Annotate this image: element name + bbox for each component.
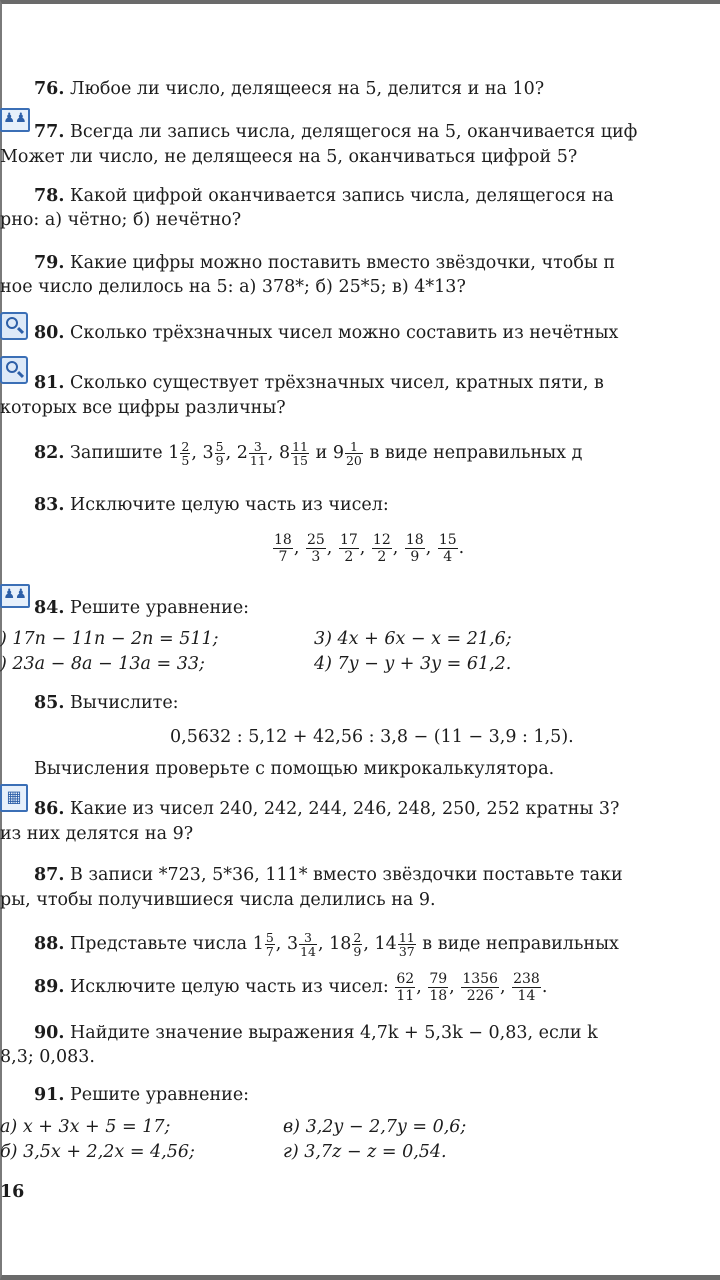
problem-77-line-1: 77. Всегда ли запись числа, делящегося на 5, оканчивается циф [34, 122, 638, 142]
problem-79-line-2: ное число делилось на 5: а) 378*; б) 25*5; в) 4*13? [0, 277, 466, 297]
fraction: $\frac{11}{15}$ [292, 439, 308, 468]
people-icon: ♟♟ [0, 108, 30, 132]
fraction: $\frac{5}{7}$ [265, 930, 274, 959]
problem-84-eq-2: ) 23a − 8a − 13a = 33; [0, 654, 205, 674]
magnifier-icon [0, 312, 28, 340]
problem-78-line-1: 78. Какой цифрой оканчивается запись числа, делящегося на [34, 186, 614, 206]
problem-91-eq-b: б) 3,5x + 2,2x = 4,56; [0, 1142, 195, 1162]
problem-88: 88. Представьте числа 1 $\frac{5}{7}$ , 3 $\frac{3}{14}$ , 18 $\frac{2}{9}$ , 14 $\frac{11}{37}$ в виде неправильных [34, 930, 619, 959]
problem-86-line-1: 86. Какие из чисел 240, 242, 244, 246, 248, 250, 252 кратны 3? [34, 799, 620, 819]
problem-87-line-2: ры, чтобы получившиеся числа делились на 9. [0, 890, 436, 910]
problem-80: 80. Сколько трёхзначных чисел можно составить из нечётных [34, 323, 619, 343]
problem-78-line-2: рно: а) чётно; б) нечётно? [0, 210, 242, 230]
problem-84: 84. Решите уравнение: [34, 598, 250, 618]
problem-82: 82. Запишите 1 $\frac{2}{5}$ , 3 $\frac{5}{9}$ , 2 $\frac{3}{11}$ , 8 $\frac{11}{15}$ и 9 $\frac{1}{20}$ в виде неправильных д [34, 439, 583, 468]
fraction: $\frac{3}{11}$ [249, 439, 266, 468]
problem-84-eq-4: 4) 7y − y + 3y = 61,2. [314, 654, 512, 674]
fraction: $\frac{12}{2}$ [372, 532, 391, 565]
fraction: $\frac{2}{9}$ [353, 930, 362, 959]
problem-89: 89. Исключите целую часть из чисел: $\frac{62}{11}$ , $\frac{79}{18}$ , $\frac{1356}{226}$ , $\frac{238}{14}$ . [34, 971, 548, 1004]
problem-83-fractions: $\frac{18}{7}$ , $\frac{25}{3}$ , $\frac{17}{2}$ , $\frac{12}{2}$ , $\frac{18}{9}$ , $\frac{15}{4}$ . [274, 532, 465, 565]
problem-85: 85. Вычислите: [34, 693, 179, 713]
problem-84-eq-1: ) 17n − 11n − 2n = 511; [0, 629, 219, 649]
problem-91-eq-a: а) x + 3x + 5 = 17; [0, 1117, 171, 1137]
problem-87-line-1: 87. В записи *723, 5*36, 111* вместо звёздочки поставьте таки [34, 865, 623, 885]
problem-91: 91. Решите уравнение: [34, 1085, 250, 1105]
problem-79-line-1: 79. Какие цифры можно поставить вместо звёздочки, чтобы п [34, 253, 616, 273]
fraction: $\frac{1}{20}$ [345, 439, 362, 468]
fraction: $\frac{25}{3}$ [306, 532, 325, 565]
fraction: $\frac{238}{14}$ [513, 971, 540, 1004]
calculator-icon: ▦ [0, 784, 28, 812]
people-icon: ♟♟ [0, 584, 30, 608]
fraction: $\frac{79}{18}$ [429, 971, 448, 1004]
magnifier-icon [0, 356, 28, 384]
fraction: $\frac{3}{14}$ [300, 930, 316, 959]
fraction: $\frac{15}{4}$ [438, 532, 457, 565]
problem-86-line-2: из них делятся на 9? [0, 824, 194, 844]
fraction: $\frac{62}{11}$ [396, 971, 415, 1004]
fraction: $\frac{2}{5}$ [181, 439, 190, 468]
problem-77-line-2: Может ли число, не делящееся на 5, оканчиваться цифрой 5? [0, 147, 578, 167]
fraction: $\frac{1356}{226}$ [462, 971, 498, 1004]
problem-76: 76. Любое ли число, делящееся на 5, делится и на 10? [34, 79, 545, 99]
problem-84-eq-3: 3) 4x + 6x − x = 21,6; [314, 629, 512, 649]
fraction: $\frac{18}{7}$ [274, 532, 292, 565]
problem-90-line-1: 90. Найдите значение выражения 4,7k + 5,3k − 0,83, если k [34, 1023, 598, 1043]
fraction: $\frac{11}{37}$ [398, 930, 415, 959]
fraction: $\frac{17}{2}$ [339, 532, 358, 565]
problem-81-line-2: которых все цифры различны? [0, 398, 286, 418]
problem-83: 83. Исключите целую часть из чисел: [34, 495, 389, 515]
problem-91-eq-v: в) 3,2y − 2,7y = 0,6; [283, 1117, 467, 1137]
problem-85-note: Вычисления проверьте с помощью микрокалькулятора. [34, 759, 555, 779]
problem-90-line-2: 8,3; 0,083. [0, 1047, 95, 1067]
problem-81-line-1: 81. Сколько существует трёхзначных чисел, кратных пяти, в [34, 373, 604, 393]
fraction: $\frac{5}{9}$ [215, 439, 224, 468]
problem-91-eq-g: г) 3,7z − z = 0,54. [283, 1142, 447, 1162]
fraction: $\frac{18}{9}$ [405, 532, 424, 565]
problem-85-expression: 0,5632 : 5,12 + 42,56 : 3,8 − (11 − 3,9 : 1,5). [170, 727, 574, 747]
page-number: 16 [0, 1182, 25, 1202]
